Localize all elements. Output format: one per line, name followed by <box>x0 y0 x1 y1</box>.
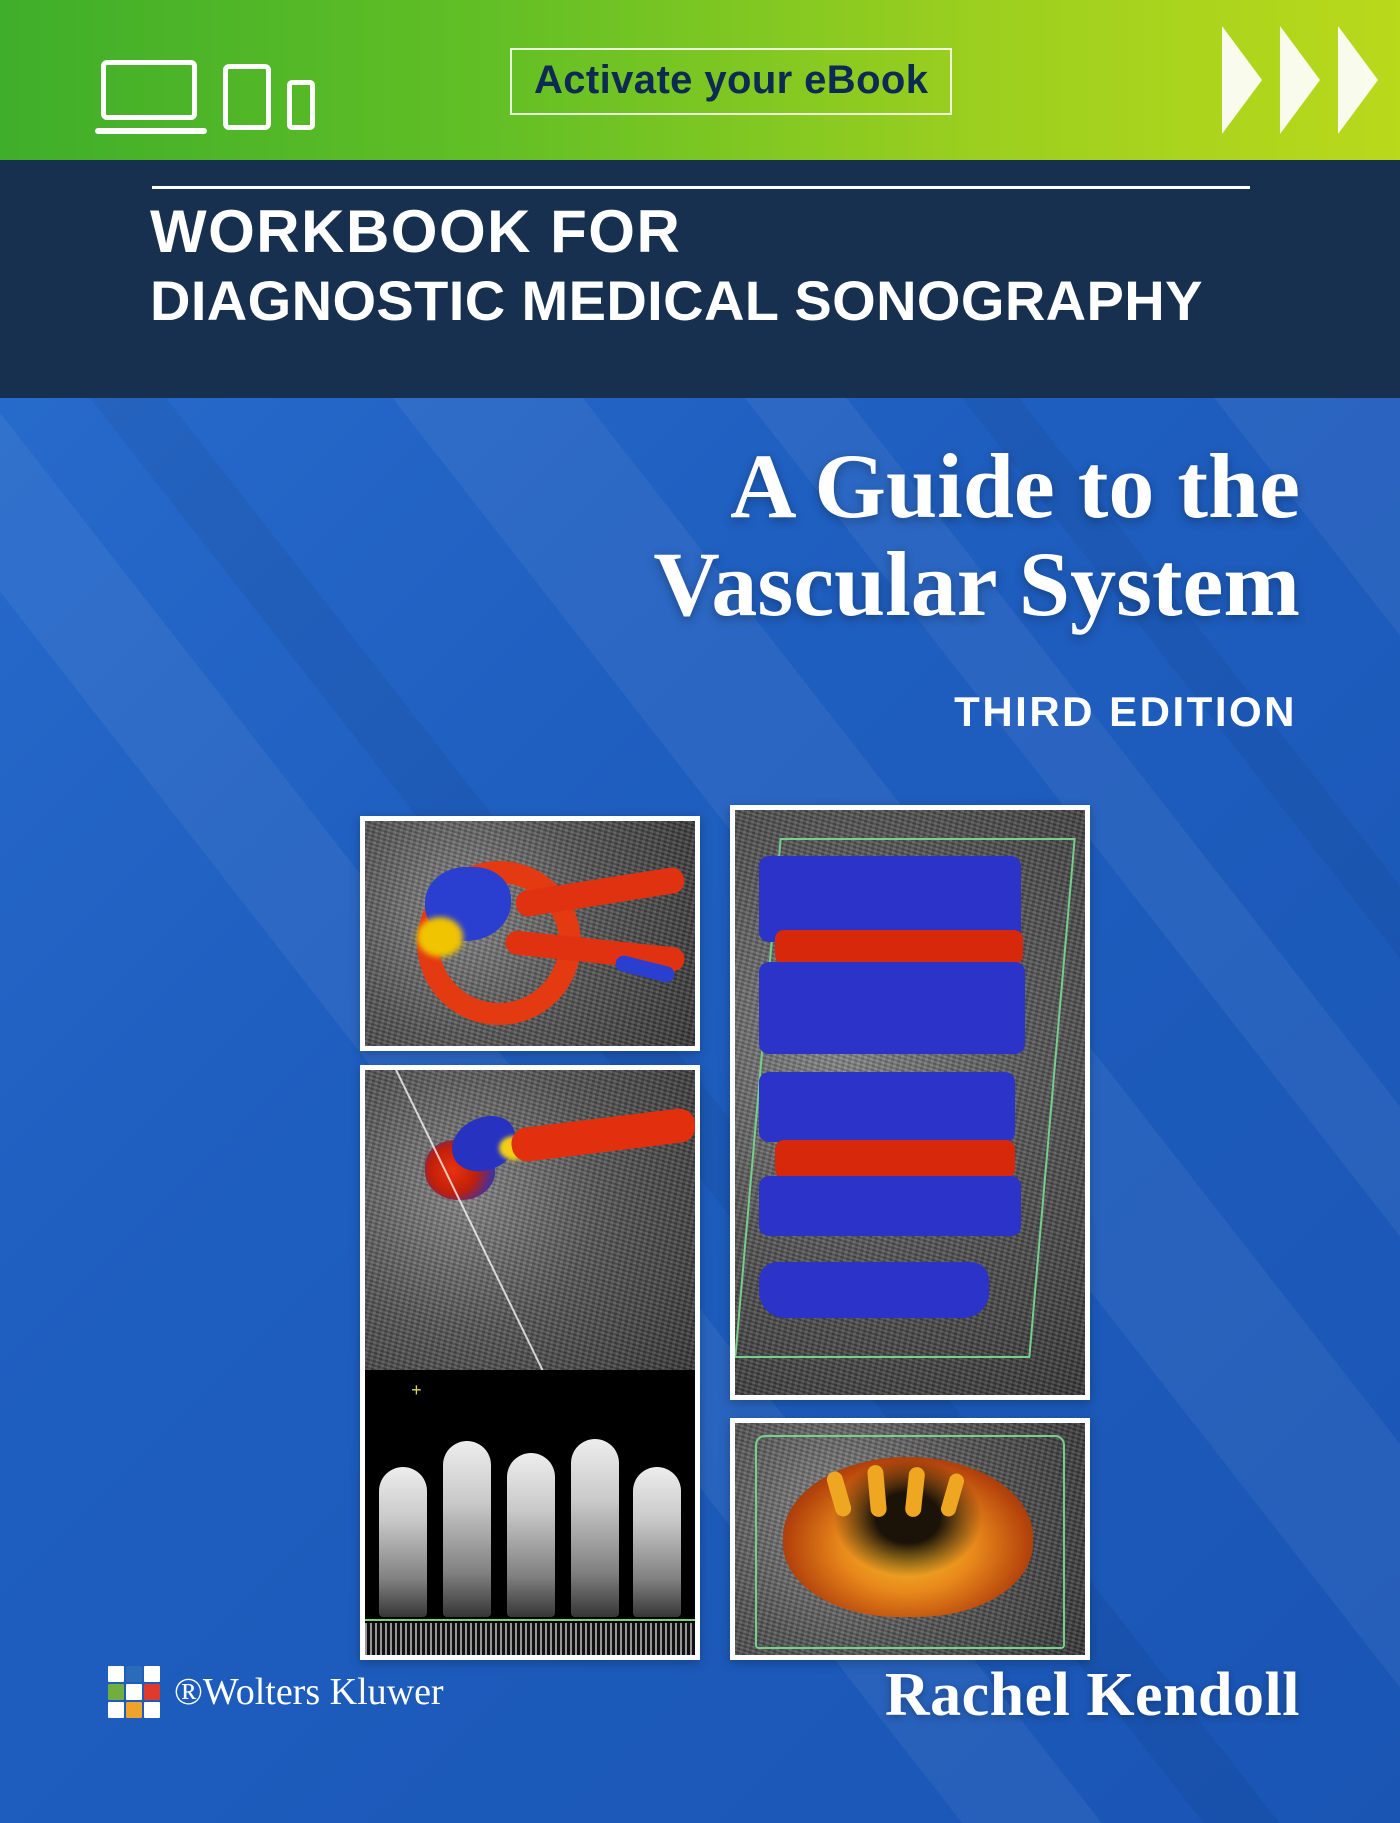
laptop-icon <box>95 60 207 134</box>
image-power-doppler-3d <box>730 1418 1090 1660</box>
chevron-right-icon <box>1222 26 1262 134</box>
tablet-icon <box>223 64 271 130</box>
phone-icon <box>287 80 315 130</box>
series-line-1: WORKBOOK FOR <box>150 198 682 265</box>
aliasing-region <box>417 917 463 957</box>
chevron-right-icon <box>1338 26 1378 134</box>
image-venous-color-flow <box>730 805 1090 1400</box>
title-rule <box>152 186 1250 189</box>
publisher-mark: ® <box>174 1671 203 1713</box>
author-name: Rachel Kendoll <box>884 1661 1300 1729</box>
color-doppler-region <box>365 1070 695 1370</box>
series-title-block <box>0 160 1400 398</box>
waveform-baseline <box>365 1619 695 1621</box>
page-title <box>400 435 1300 635</box>
device-icons <box>95 24 315 134</box>
image-color-doppler-carotid <box>360 816 700 1051</box>
publisher-label: Wolters Kluwer <box>202 1671 444 1713</box>
title-line-2: Vascular System <box>653 532 1300 635</box>
waveform-noise-band <box>365 1623 695 1660</box>
chevron-right-icon <box>1280 26 1320 134</box>
chevron-right-icon-group <box>1192 0 1382 160</box>
edition-label: THIRD EDITION <box>954 688 1297 735</box>
publisher-name <box>174 1670 444 1714</box>
image-spectral-doppler-waveform <box>360 1065 700 1660</box>
spectral-waveform-region <box>365 1370 695 1660</box>
activate-ebook-label[interactable]: Activate your eBook <box>510 48 952 115</box>
cursor-marker: + <box>411 1382 422 1402</box>
series-line-2: DIAGNOSTIC MEDICAL SONOGRAPHY <box>150 269 1203 332</box>
title-line-1: A Guide to the <box>730 435 1300 537</box>
publisher-logo-group <box>108 1666 444 1718</box>
activate-ebook-banner <box>0 0 1400 160</box>
wolters-kluwer-logo-icon <box>108 1666 160 1718</box>
